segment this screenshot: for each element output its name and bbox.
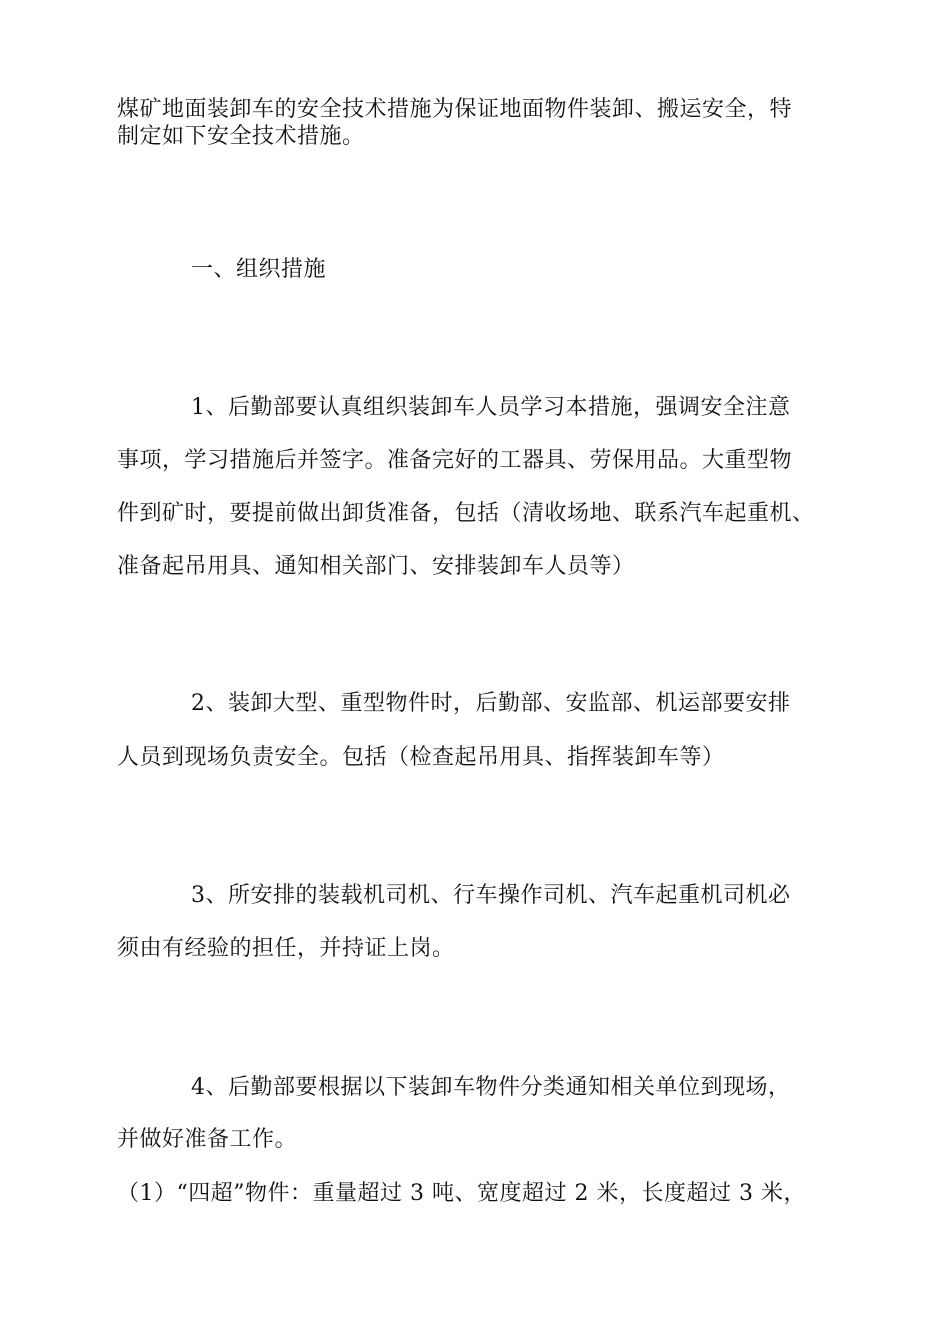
item-2-line-2: 人员到现场负责安全。包括（检查起吊用具、指挥装卸车等） — [117, 745, 725, 770]
item-4-line-1: 4、后勤部要根据以下装卸车物件分类通知相关单位到现场， — [191, 1075, 791, 1100]
item-1-line-4: 准备起吊用具、通知相关部门、安排装卸车人员等） — [117, 554, 635, 579]
item-1-line-3: 件到矿时，要提前做出卸货准备，包括（清收场地、联系汽车起重机、 — [117, 501, 815, 526]
item-3-line-1: 3、所安排的装载机司机、行车操作司机、汽车起重机司机必 — [191, 883, 791, 908]
item-2-line-1: 2、装卸大型、重型物件时，后勤部、安监部、机运部要安排 — [191, 691, 791, 716]
intro-line-2: 制定如下安全技术措施。 — [117, 124, 365, 149]
item-3-line-2: 须由有经验的担任，并持证上岗。 — [117, 936, 455, 961]
section-heading: 一、组织措施 — [191, 257, 327, 282]
item-1-line-1: 1、后勤部要认真组织装卸车人员学习本措施，强调安全注意 — [191, 395, 791, 420]
subitem-1-line-1: （1）“四超”物件：重量超过 3 吨、宽度超过 2 米，长度超过 3 米， — [117, 1181, 806, 1206]
item-1-line-2: 事项，学习措施后并签字。准备完好的工器具、劳保用品。大重型物 — [117, 448, 793, 473]
intro-line-1: 煤矿地面装卸车的安全技术措施为保证地面物件装卸、搬运安全，特 — [117, 97, 793, 122]
item-4-line-2: 并做好准备工作。 — [117, 1127, 298, 1152]
